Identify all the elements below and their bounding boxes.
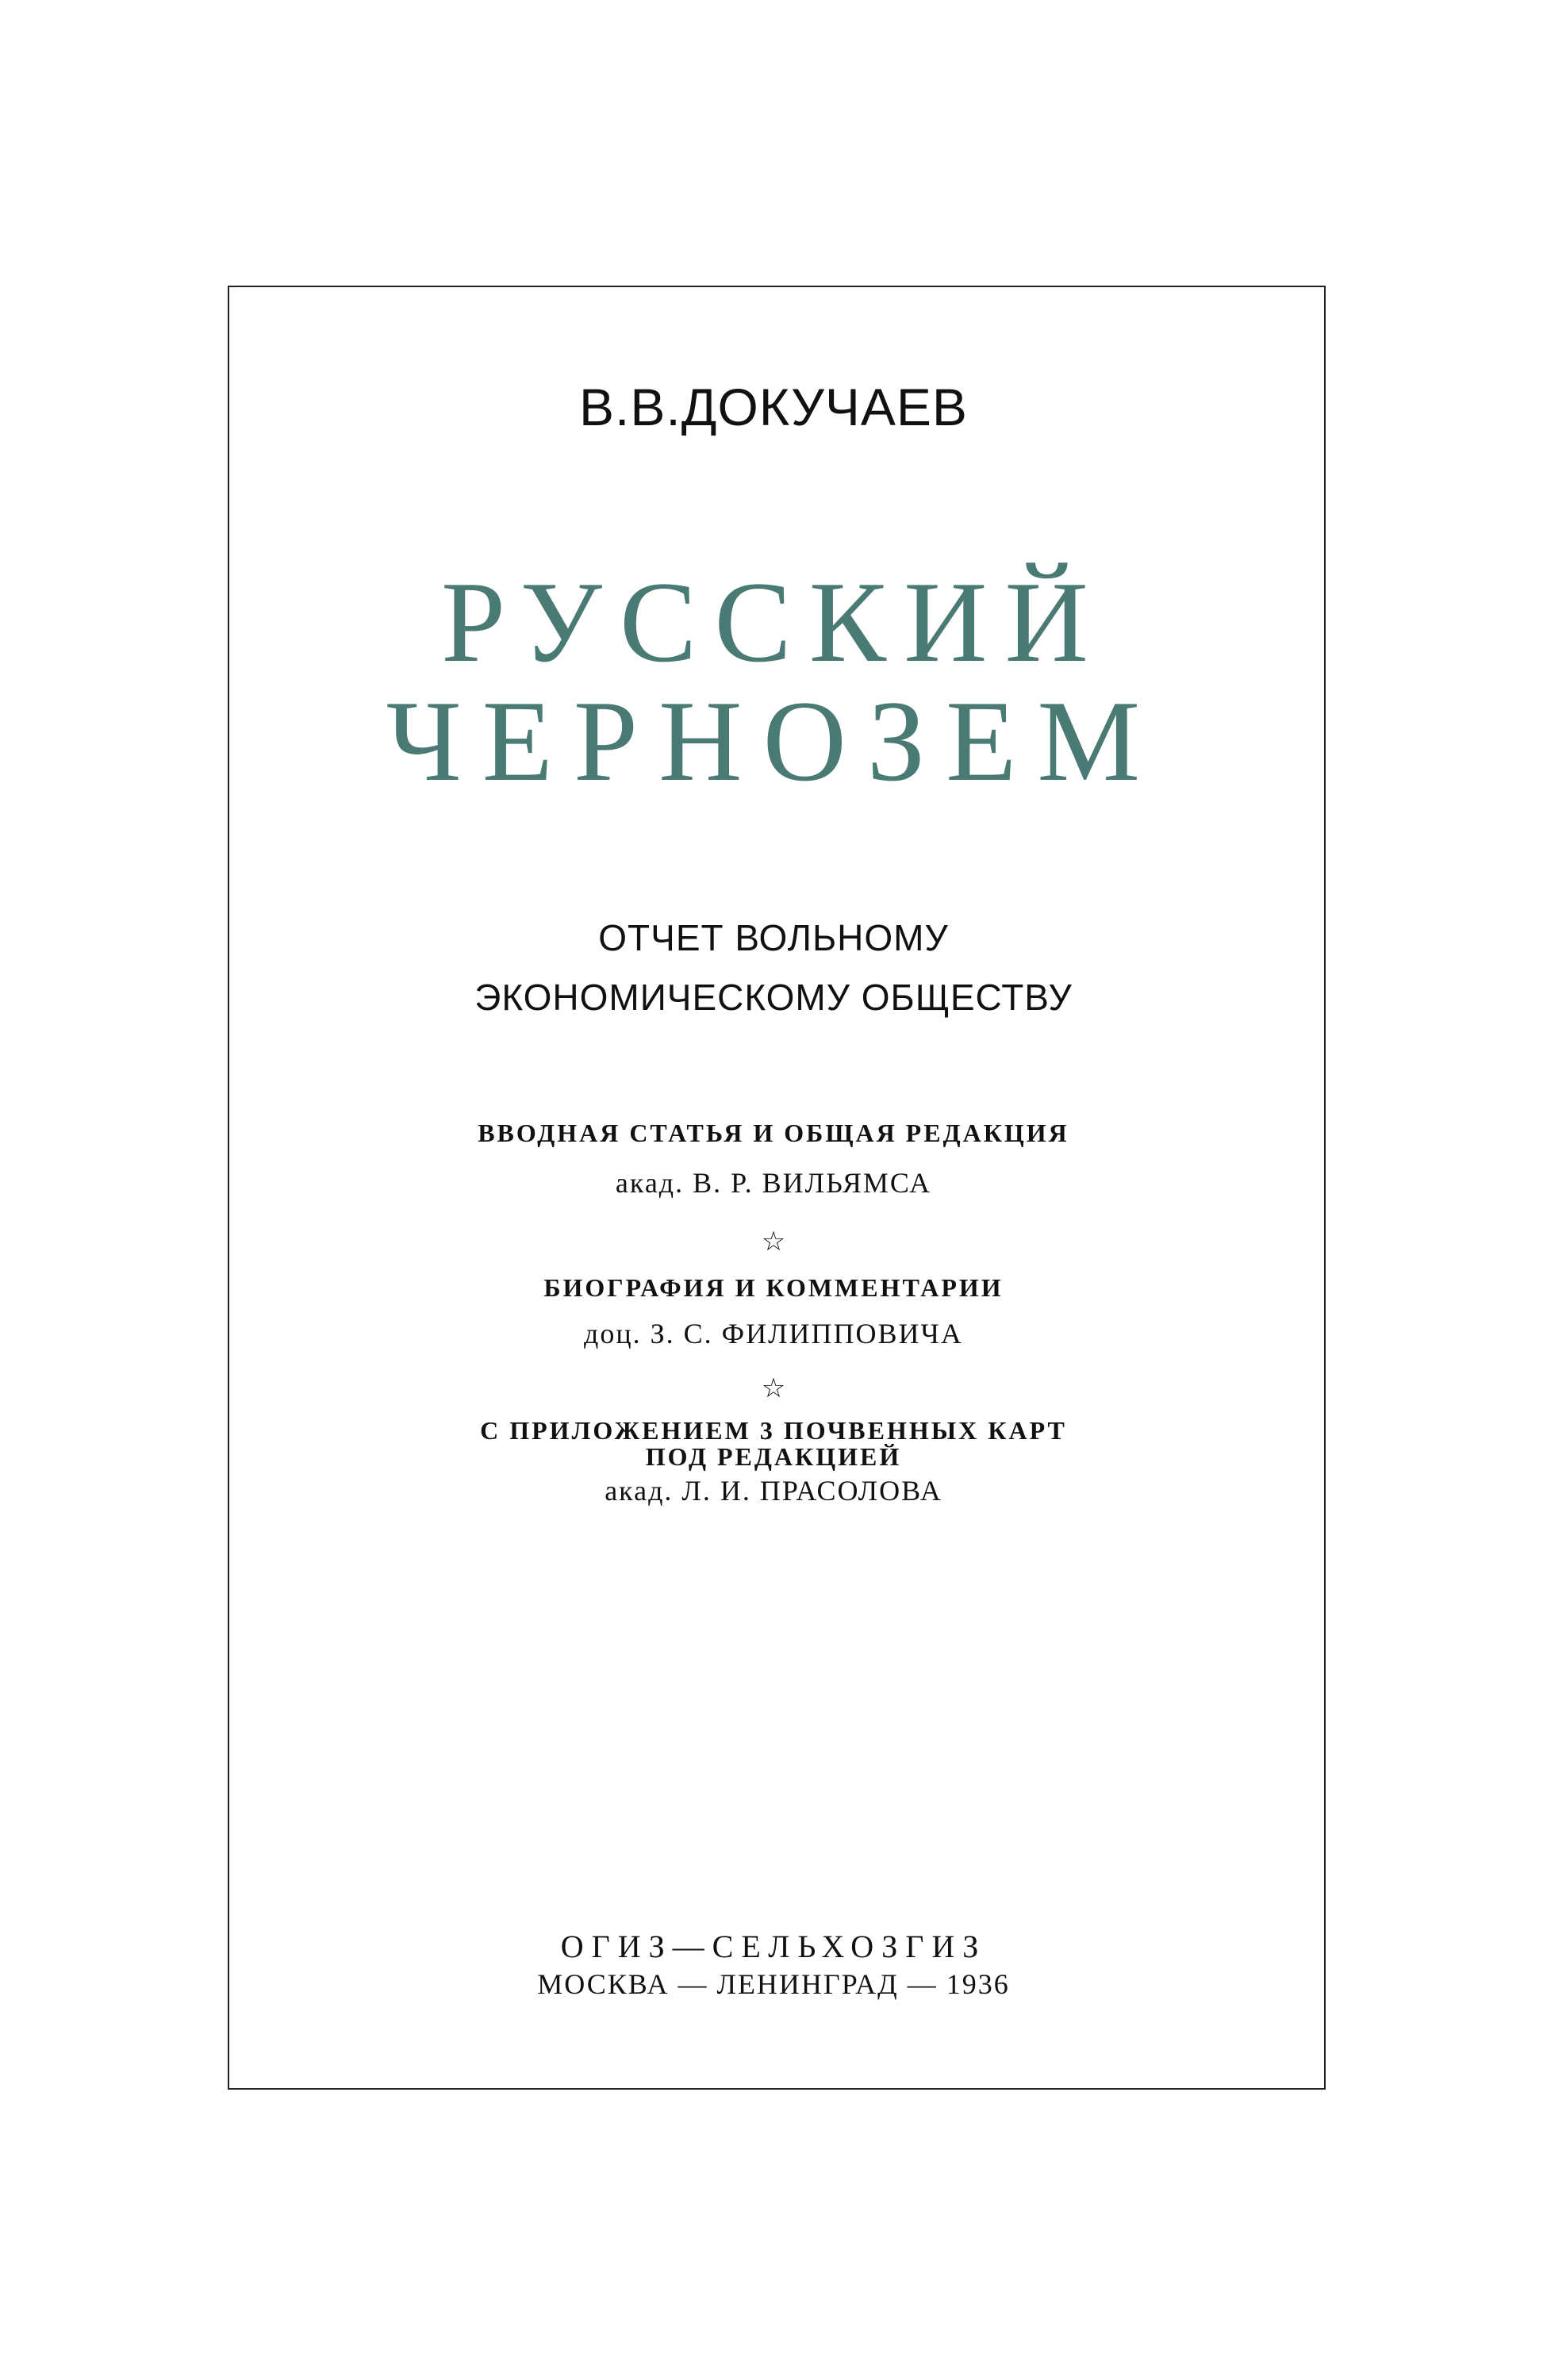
subtitle-line-2: ЭКОНОМИЧЕСКОМУ ОБЩЕСТВУ — [474, 977, 1073, 1018]
star-separator-icon: ☆ — [761, 1372, 786, 1404]
appendix-line-2: ПОД РЕДАКЦИЕЙ — [645, 1442, 902, 1471]
bio-author-name: доц. З. С. ФИЛИППОВИЧА — [584, 1318, 963, 1349]
author-name: В.В.ДОКУЧАЕВ — [579, 378, 968, 436]
intro-label: ВВОДНАЯ СТАТЬЯ И ОБЩАЯ РЕДАКЦИЯ — [478, 1119, 1069, 1147]
title-line-2: ЧЕРНОЗЕМ — [386, 677, 1161, 805]
subtitle-line-1: ОТЧЕТ ВОЛЬНОМУ — [598, 917, 949, 958]
intro-editor-name: акад. В. Р. ВИЛЬЯМСА — [615, 1167, 932, 1199]
appendix-line-1: С ПРИЛОЖЕНИЕМ 3 ПОЧВЕННЫХ КАРТ — [480, 1416, 1067, 1445]
star-separator-icon: ☆ — [761, 1226, 786, 1257]
bio-label: БИОГРАФИЯ И КОММЕНТАРИИ — [543, 1273, 1004, 1302]
publisher-name: ОГИЗ—СЕЛЬХОЗГИЗ — [560, 1929, 987, 1964]
appendix-editor-name: акад. Л. И. ПРАСОЛОВА — [605, 1475, 942, 1507]
place-and-year: МОСКВА — ЛЕНИНГРАД — 1936 — [537, 1968, 1010, 2000]
title-line-1: РУССКИЙ — [441, 558, 1106, 686]
